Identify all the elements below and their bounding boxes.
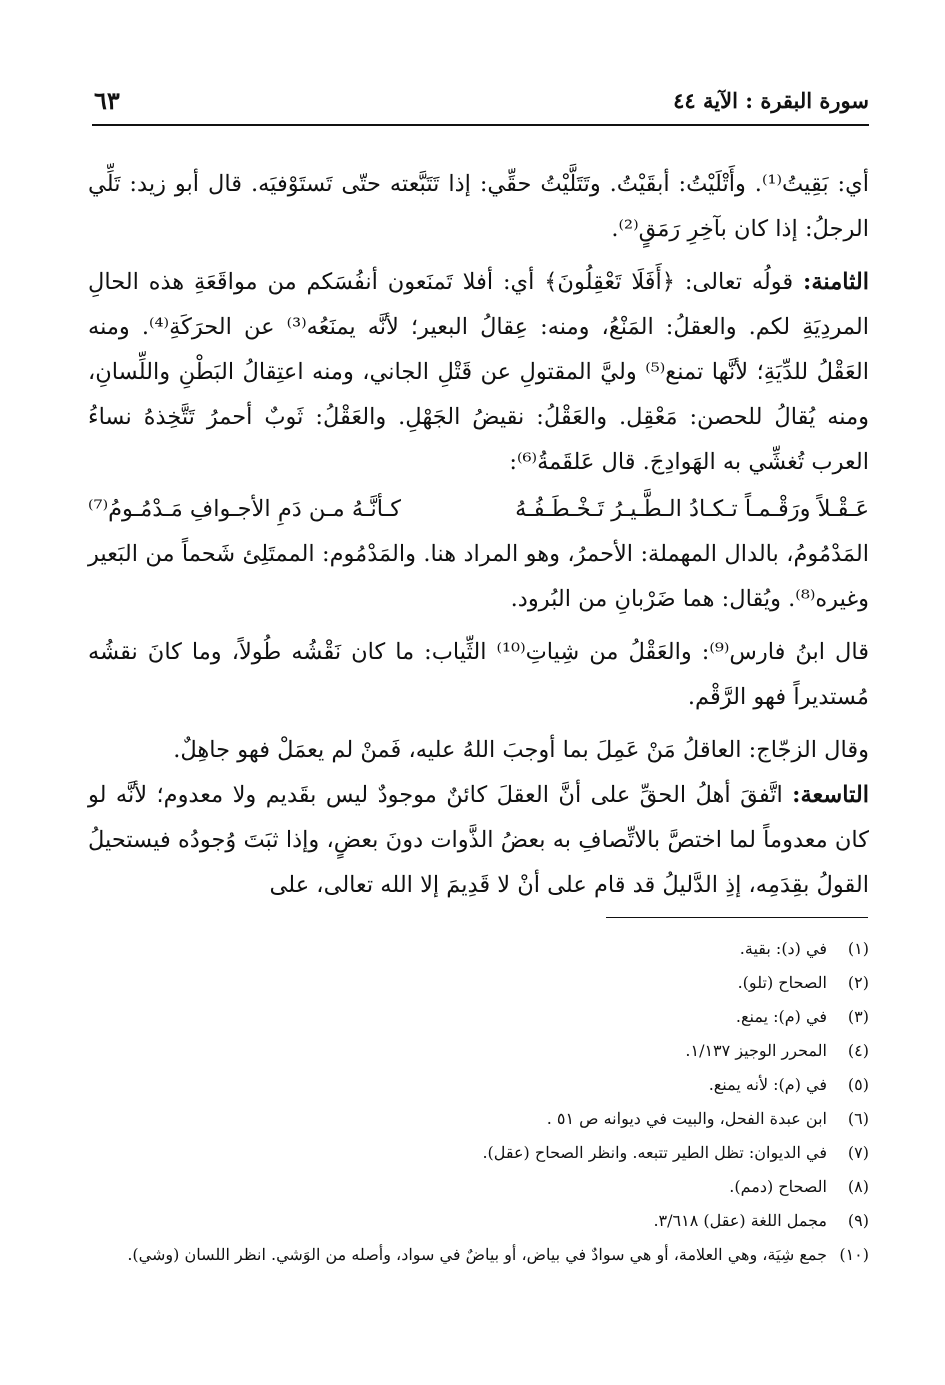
footnotes — [100, 932, 869, 1272]
footnote-text: جمع شِيَة، وهي العلامة، أو هي سوادٌ في بياض، أو بياضٌ في سواد، وأصله من الوَشي. انظر اللسان (وشي). — [127, 1245, 827, 1264]
footnote — [100, 1034, 869, 1068]
footnote-number: (٨) — [847, 1177, 869, 1196]
footnote-number: (١٠) — [839, 1245, 869, 1264]
footnote-text: مجمل اللغة (عقل) ٣/٦١٨. — [653, 1211, 827, 1230]
verse — [88, 487, 869, 532]
footnote-number: (١) — [847, 939, 869, 958]
footnote — [100, 1170, 869, 1204]
footnote-text: في الديوان: تظل الطير تتبعه. وانظر الصحاح (عقل). — [482, 1143, 827, 1162]
footnote-number: (٦) — [847, 1109, 869, 1128]
paragraph-text: اتَّفقَ أهلُ الحقِّ على أنَّ العقلَ كائنٌ موجودٌ ليس بقَديم ولا معدوم؛ لأنَّه لو كان معدوماً لما اختصَّ بالاتِّصافِ به بعضُ الذَّوات دونَ بعضٍ، وإذا ثبَتَ وُجودُه فيستحيلُ القولُ بقِدَمِه، إذِ الدَّليلُ قد قام على أنْ لا قَدِيمَ إلا الله تعالى، على — [88, 782, 870, 898]
main-text — [88, 162, 869, 908]
footnote-text: في (م): لأنه يمنع. — [708, 1075, 827, 1094]
footnote-text: في (د): بقية. — [739, 939, 827, 958]
footnote-text: المحرر الوجيز ١/١٣٧. — [685, 1041, 827, 1060]
paragraph-text: قولُه تعالى: ﴿أَفَلَا تَعْقِلُونَ﴾ أي: أفلا تَمنَعون أنفُسَكم من مواقَعَةِ هذه الحالِ المردِيَةِ لكم. والعقلُ: المَنْعُ، ومنه: عِقالُ البعير؛ لأنَّه يمنَعُه⁽³⁾ عن الحرَكَةِ⁽⁴⁾. ومنه العَقْلُ للدِّيَةِ؛ لأنَّها تمنع⁽⁵⁾ وليَّ المقتولِ عن قَتْلِ الجاني، ومنه اعتِقالُ البَطْنِ واللِّسانِ، ومنه يُقالُ للحصن: مَعْقِل. والعَقْلُ: نقيضُ الجَهْلِ. والعَقْلُ: ثَوبٌ أحمرُ تَتَّخِذهُ نساءُ العرب تُغشِّي به الهَوادِجَ. قال عَلقَمةُ⁽⁶⁾: — [88, 269, 869, 475]
paragraph: قال ابنُ فارس⁽⁹⁾: والعَقْلُ من شِياتِ⁽¹⁰⁾ الثِّياب: ما كان نَقْشُه طُولاً، وما كانَ نقشُه مُستديراً فهو الرَّقْم. — [88, 639, 869, 710]
verse-second-hemistich: كـأنَّـهُ مـن دَمِ الأجـوافِ مَـدْمُـومُ⁽⁷⁾ — [88, 496, 401, 522]
footnote — [100, 1000, 869, 1034]
paragraph — [88, 773, 869, 908]
footnote-text: ابن عبدة الفحل، والبيت في ديوانه ص ٥١ . — [546, 1109, 827, 1128]
footnote — [100, 1102, 869, 1136]
footnote-number: (٥) — [847, 1075, 869, 1094]
footnote-text: الصحاح (تلو). — [737, 973, 827, 992]
footnote — [100, 932, 869, 966]
footnote-number: (٢) — [847, 973, 869, 992]
footnote-number: (٤) — [847, 1041, 869, 1060]
page-number: ٦٣ — [94, 86, 120, 115]
footnote — [100, 1204, 869, 1238]
footnote — [100, 1136, 869, 1170]
footnote-separator — [606, 917, 868, 918]
footnote-text: الصحاح (دمم). — [729, 1177, 827, 1196]
footnote-number: (٧) — [847, 1143, 869, 1162]
paragraph: أي: بَقِيتُ⁽¹⁾. وأَتْلَيْتُ: أبقَيْتُ. وتَتَلَّيْتُ حقِّي: إذا تَتَبَّعته حتّى تَستَوْفيَه. قال أبو زيد: تَلِّي الرجلُ: إذا كان بآخِرِ رَمَقٍ⁽²⁾. — [88, 171, 869, 242]
footnote-text: في (م): يمنع. — [735, 1007, 827, 1026]
footnote-number: (٩) — [847, 1211, 869, 1230]
running-header — [92, 84, 869, 126]
paragraph — [88, 260, 869, 485]
footnote — [100, 1238, 869, 1272]
footnote — [100, 1068, 869, 1102]
section-label: الثامنة: — [803, 269, 869, 295]
section-label: التاسعة: — [792, 782, 869, 808]
footnote-number: (٣) — [847, 1007, 869, 1026]
verse-first-hemistich: عَـقْـلاً ورَقْـمـاً تـكـادُ الـطَّـيـرُ تَـخْـطَـفُـهُ — [515, 496, 869, 522]
chapter-title: سورة البقرة : الآية ٤٤ — [673, 88, 869, 113]
paragraph: المَدْمُومُ، بالدال المهملة: الأحمرُ، وهو المراد هنا. والمَدْمُوم: الممتَلِئ شَحماً من البَعير وغيره⁽⁸⁾. ويُقال: هما ضَرْبانِ من البُرود. — [88, 541, 869, 612]
footnote — [100, 966, 869, 1000]
paragraph: وقال الزجّاج: العاقلُ مَنْ عَمِلَ بما أوجبَ اللهُ عليه، فَمنْ لم يعمَلْ فهو جاهِلٌ. — [173, 737, 869, 763]
